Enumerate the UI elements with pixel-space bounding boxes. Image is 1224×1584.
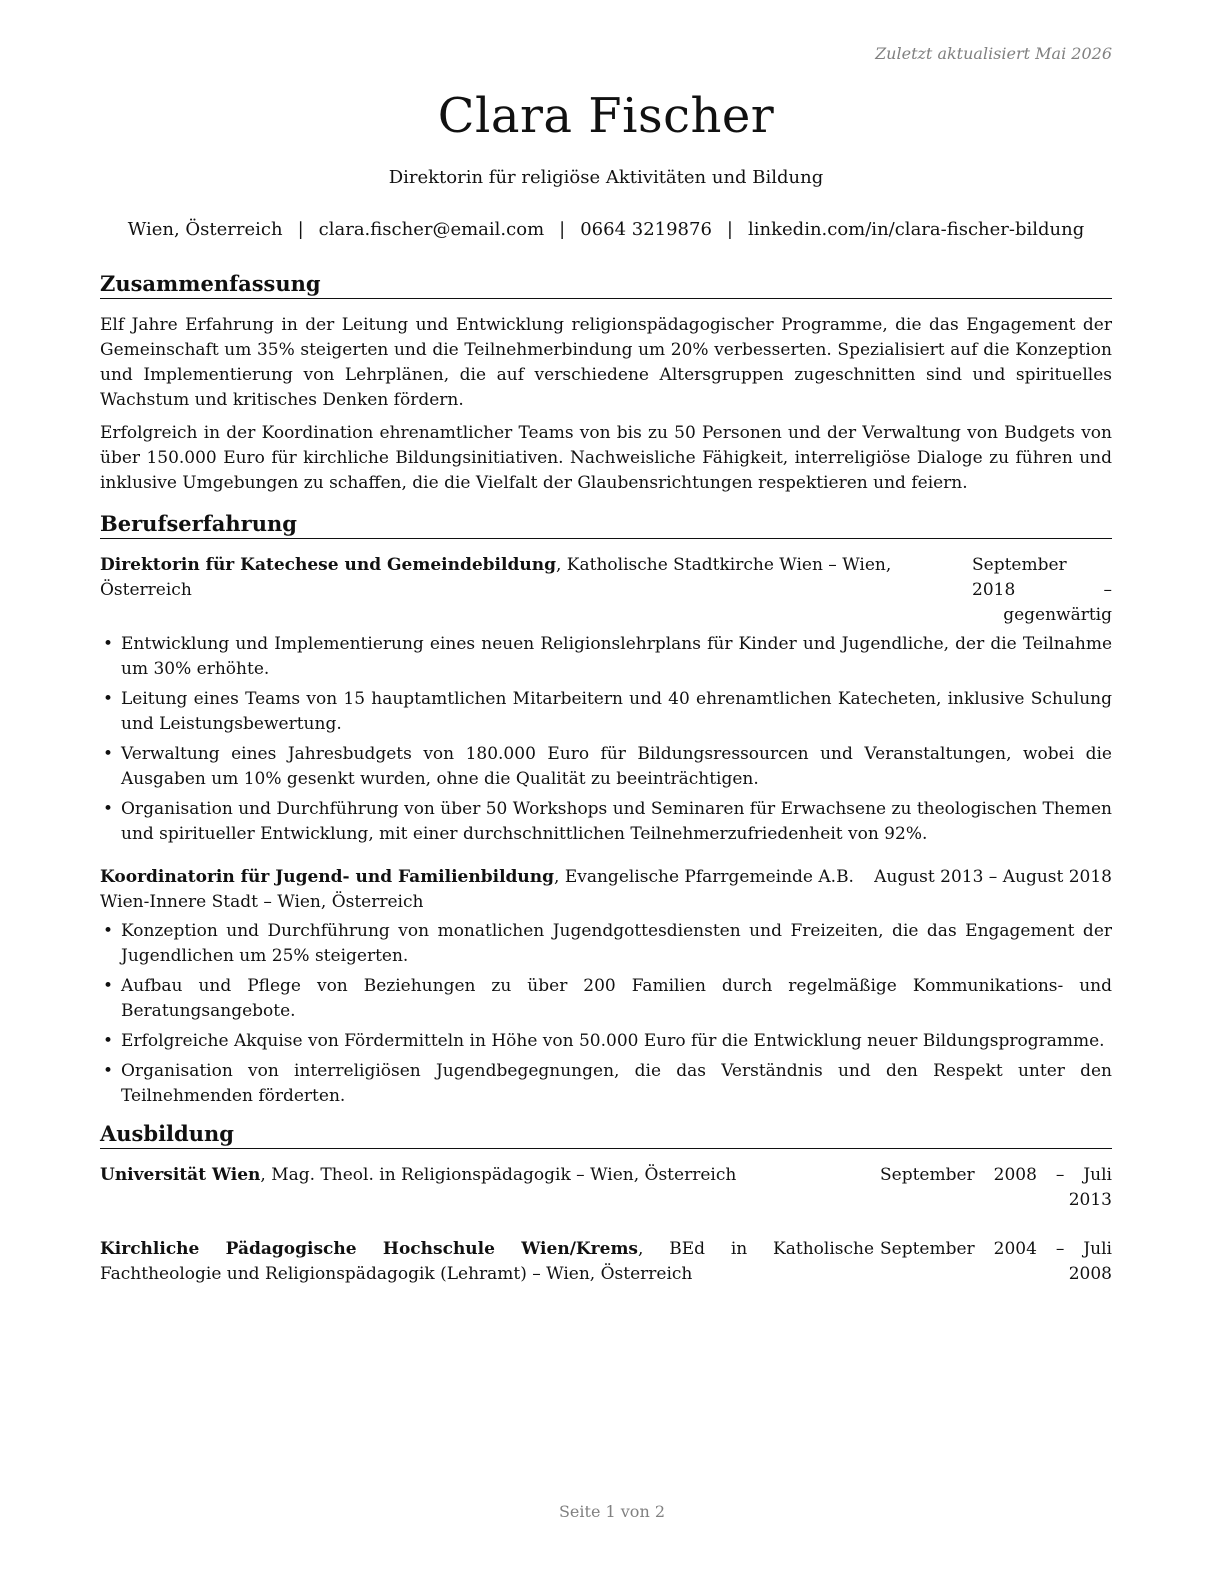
- list-item: [100, 919, 1112, 969]
- candidate-headline: Direktorin für religiöse Aktivitäten und Bildung: [388, 167, 824, 188]
- education-title-line: [100, 1237, 874, 1287]
- list-item: [100, 1059, 1112, 1109]
- job-bullets: [100, 919, 1112, 1109]
- list-item: [100, 1029, 1112, 1054]
- education-section: [100, 1121, 1112, 1287]
- education-entry: [100, 1163, 1112, 1213]
- education-detail: , Mag. Theol. in Religionspädagogik – Wien, Österreich: [260, 1165, 737, 1185]
- contact-email[interactable]: clara.fischer@email.com: [318, 219, 545, 240]
- contact-location: Wien, Österreich: [127, 219, 283, 240]
- bullet-icon: •: [103, 1031, 114, 1051]
- job-entry: [100, 865, 1112, 1109]
- bullet-text: Konzeption und Durchführung von monatlichen Jugendgottesdiensten und Freizeiten, die das Engagement der Jugendlichen um 25% steigerten.: [121, 921, 1112, 966]
- contact-separator: |: [726, 219, 733, 240]
- job-organization: , Evangelische Pfarrgemeinde A.B. Wien-Innere Stadt – Wien, Österreich: [100, 867, 854, 912]
- education-detail: , BEd in Katholische Fachtheologie und Religionspädagogik (Lehramt) – Wien, Österreich: [100, 1239, 875, 1284]
- education-title-line: [100, 1163, 874, 1213]
- job-bullets: [100, 632, 1112, 847]
- job-dates: August 2013 – August 2018: [874, 867, 1112, 887]
- bullet-text: Organisation von interreligiösen Jugendbegegnungen, die das Verständnis und den Respekt unter den Teilnehmenden förderten.: [121, 1061, 1112, 1106]
- experience-section: [100, 511, 1112, 1109]
- list-item: [100, 742, 1112, 792]
- bullet-text: Aufbau und Pflege von Beziehungen zu über 200 Familien durch regelmäßige Kommunikations- und Beratungsangebote.: [121, 976, 1112, 1021]
- summary-paragraph: Elf Jahre Erfahrung in der Leitung und Entwicklung religionspädagogischer Programme, die das Engagement der Gemeinschaft um 35% steigerten und die Teilnehmerbindung um 20% verbesserten. Spezialisiert auf die Konzeption und Implementierung von Lehrplänen, die auf verschiedene Altersgruppen zugeschnitten sind und spirituelles Wachstum und kritisches Denken fördern.: [100, 315, 1112, 410]
- bullet-text: Leitung eines Teams von 15 hauptamtlichen Mitarbeitern und 40 ehrenamtlichen Katecheten, inklusive Schulung und Leistungsbewertung.: [121, 689, 1112, 734]
- job-role: Koordinatorin für Jugend- und Familienbildung: [100, 867, 555, 887]
- contact-separator: |: [559, 219, 566, 240]
- list-item: [100, 632, 1112, 682]
- bullet-text: Entwicklung und Implementierung eines neuen Religionslehrplans für Kinder und Jugendliche, der die Teilnahme um 30% erhöhte.: [121, 634, 1112, 679]
- contact-line: [100, 218, 1112, 242]
- contact-phone: 0664 3219876: [580, 219, 712, 240]
- summary-section: [100, 271, 1112, 496]
- job-header: [100, 553, 1112, 628]
- job-dates: September 2018 – gegenwärtig: [972, 555, 1112, 625]
- candidate-name: Clara Fischer: [437, 88, 775, 144]
- contact-separator: |: [297, 219, 304, 240]
- job-title-line: [100, 865, 868, 915]
- education-dates: September 2008 – Juli 2013: [880, 1165, 1112, 1210]
- job-header: [100, 865, 1112, 915]
- section-title-experience: Berufserfahrung: [100, 511, 1112, 539]
- bullet-text: Erfolgreiche Akquise von Fördermitteln in Höhe von 50.000 Euro für die Entwicklung neuer Bildungsprogramme.: [121, 1031, 1105, 1051]
- list-item: [100, 974, 1112, 1024]
- job-organization: , Katholische Stadtkirche Wien – Wien, Österreich: [100, 555, 892, 600]
- list-item: [100, 797, 1112, 847]
- contact-linkedin[interactable]: linkedin.com/in/clara-fischer-bildung: [748, 219, 1085, 240]
- resume-page: [100, 84, 1112, 1287]
- bullet-text: Organisation und Durchführung von über 50 Workshops und Seminaren für Erwachsene zu theologischen Themen und spiritueller Entwicklung, mit einer durchschnittlichen Teilnehmerzufriedenheit von 92%.: [121, 799, 1112, 844]
- job-entry: [100, 553, 1112, 847]
- bullet-icon: •: [103, 799, 114, 819]
- bullet-icon: •: [103, 921, 114, 941]
- bullet-icon: •: [103, 744, 114, 764]
- page-number-footer: Seite 1 von 2: [558, 1502, 666, 1521]
- bullet-icon: •: [103, 976, 114, 996]
- bullet-icon: •: [103, 1061, 114, 1081]
- section-title-education: Ausbildung: [100, 1121, 1112, 1149]
- education-dates: September 2004 – Juli 2008: [880, 1239, 1112, 1284]
- job-role: Direktorin für Katechese und Gemeindebildung: [100, 555, 556, 575]
- summary-paragraph: Erfolgreich in der Koordination ehrenamtlicher Teams von bis zu 50 Personen und der Verwaltung von Budgets von über 150.000 Euro für kirchliche Bildungsinitiativen. Nachweisliche Fähigkeit, interreligiöse Dialoge zu führen und inklusive Umgebungen zu schaffen, die die Vielfalt der Glaubensrichtungen respektieren und feiern.: [100, 423, 1112, 493]
- education-school: Kirchliche Pädagogische Hochschule Wien/Krems: [100, 1239, 639, 1259]
- bullet-icon: •: [103, 689, 114, 709]
- education-school: Universität Wien: [100, 1165, 261, 1185]
- section-title-summary: Zusammenfassung: [100, 271, 1112, 299]
- bullet-icon: •: [103, 634, 114, 654]
- job-title-line: [100, 553, 966, 628]
- list-item: [100, 687, 1112, 737]
- last-updated-note: Zuletzt aktualisiert Mai 2026: [875, 44, 1112, 63]
- bullet-text: Verwaltung eines Jahresbudgets von 180.000 Euro für Bildungsressourcen und Veranstaltungen, wobei die Ausgaben um 10% gesenkt wurden, ohne die Qualität zu beeinträchtigen.: [121, 744, 1112, 789]
- education-entry: [100, 1237, 1112, 1287]
